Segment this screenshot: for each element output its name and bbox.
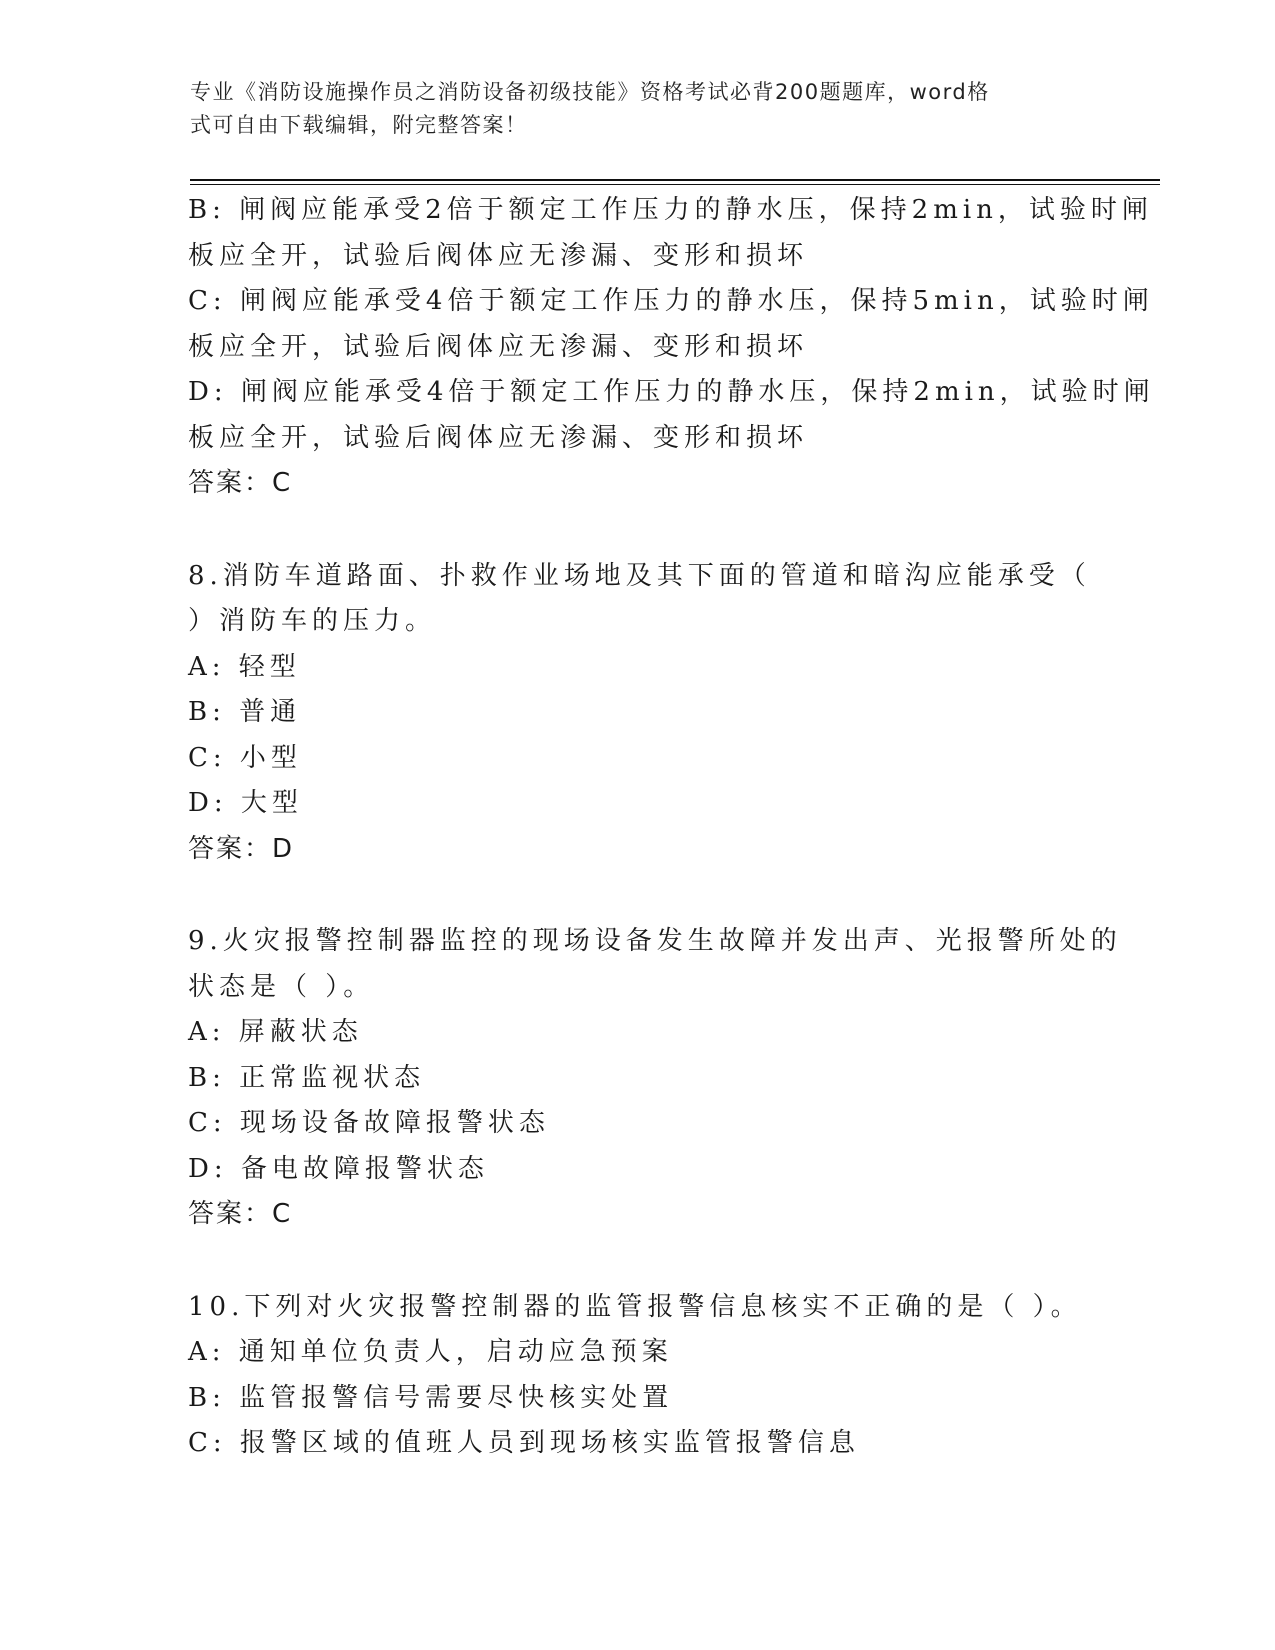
question-10 (188, 1285, 1128, 1467)
header-divider-thick (190, 179, 1160, 181)
q8-option-c: C: 小型 (188, 742, 302, 773)
q8-stem-line-1: 8.消防车道路面、扑救作业场地及其下面的管道和暗沟应能承受（ (188, 560, 1091, 591)
q10-stem-line-1: 10.下列对火灾报警控制器的监管报警信息核实不正确的是（ ）。 (188, 1291, 1082, 1322)
question-8 (188, 554, 1128, 873)
question-spacer (188, 1238, 1128, 1285)
q8-option-d: D: 大型 (188, 788, 303, 818)
question-9 (188, 919, 1128, 1238)
q10-option-c: C: 报警区域的值班人员到现场核实监管报警信息 (188, 1428, 860, 1458)
q9-option-c: C: 现场设备故障报警状态 (188, 1108, 550, 1138)
q7-option-d-line-1: D: 闸阀应能承受4倍于额定工作压力的静水压，保持2min，试验时闸 (188, 377, 1155, 407)
q9-stem-line-2: 状态是（ ）。 (188, 971, 375, 1002)
question-spacer (188, 872, 1128, 919)
q7-option-b-line-1: B: 闸阀应能承受2倍于额定工作压力的静水压，保持2min，试验时闸 (188, 195, 1153, 225)
q8-option-a: A: 轻型 (188, 651, 301, 682)
q8-answer: 答案：D (188, 833, 295, 864)
q7-option-b-line-2: 板应全开，试验后阀体应无渗漏、变形和损坏 (188, 240, 809, 271)
header-line-1: 专业《消防设施操作员之消防设备初级技能》资格考试必背200题题库，word格 (190, 80, 990, 104)
q8-option-b: B: 普通 (188, 697, 302, 727)
q10-option-b: B: 监管报警信号需要尽快核实处置 (188, 1382, 674, 1413)
q10-option-a: A: 通知单位负责人，启动应急预案 (188, 1337, 673, 1367)
q9-option-b: B: 正常监视状态 (188, 1062, 426, 1093)
q9-stem-line-1: 9.火灾报警控制器监控的现场设备发生故障并发出声、光报警所处的 (188, 926, 1122, 956)
q7-option-c-line-2: 板应全开，试验后阀体应无渗漏、变形和损坏 (188, 331, 809, 362)
q8-stem-line-2: ）消防车的压力。 (188, 606, 437, 636)
question-spacer (188, 507, 1128, 554)
q7-answer: 答案：C (188, 468, 293, 498)
q9-option-a: A: 屏蔽状态 (188, 1017, 363, 1047)
q7-option-d-line-2: 板应全开，试验后阀体应无渗漏、变形和损坏 (188, 422, 809, 453)
q7-option-c-line-1: C: 闸阀应能承受4倍于额定工作压力的静水压，保持5min，试验时闸 (188, 286, 1154, 316)
header-line-2: 式可自由下载编辑，附完整答案！ (190, 113, 528, 137)
page-header (190, 76, 1090, 142)
question-list (188, 188, 1155, 1467)
header-divider-thin (190, 184, 1160, 185)
q9-answer: 答案：C (188, 1199, 293, 1229)
question-7 (188, 188, 1155, 507)
q9-option-d: D: 备电故障报警状态 (188, 1153, 489, 1184)
